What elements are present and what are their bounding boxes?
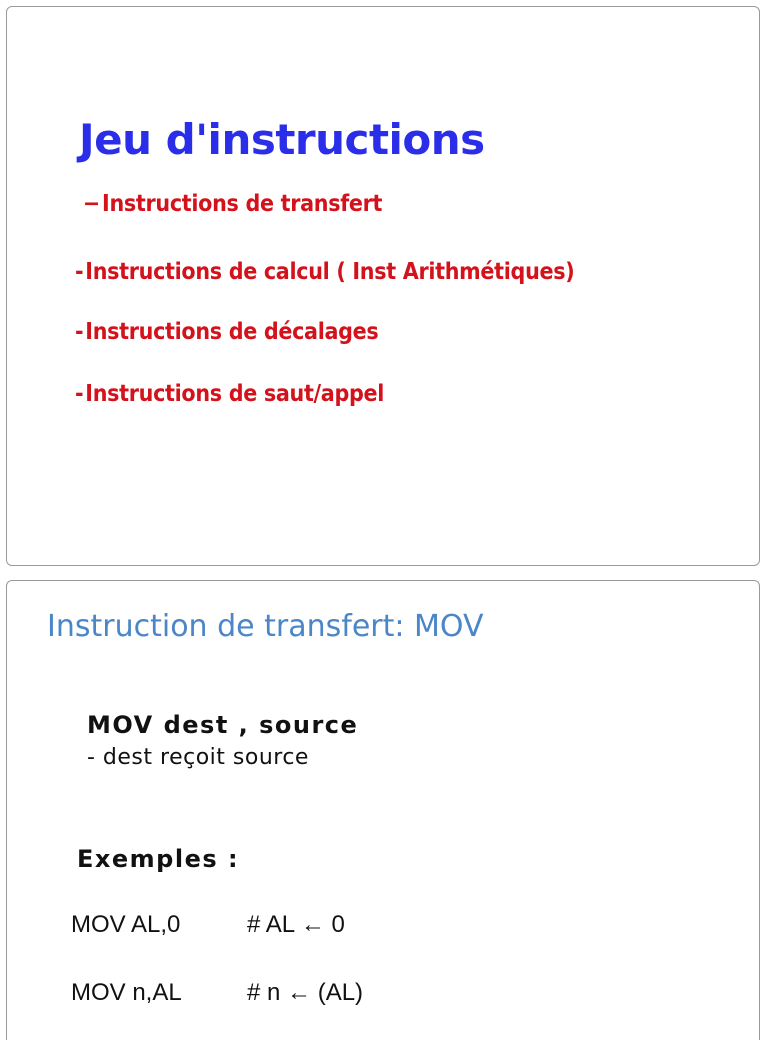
bullet-text: Instructions de calcul ( Inst Arithmétiques) (85, 259, 575, 285)
example-comment: # AL ← 0 (247, 911, 345, 938)
slide-title: Jeu d'instructions (79, 115, 485, 164)
example-comment: # n ← (AL) (247, 979, 364, 1006)
bullet-dash: - (75, 319, 84, 345)
example-code: MOV AL,0 (71, 911, 181, 938)
bullet-dash: − (83, 191, 101, 217)
bullet-instructions-transfert (83, 191, 382, 217)
example-code: MOV n,AL (71, 979, 182, 1006)
examples-heading: Exemples : (77, 845, 240, 873)
bullet-dash: - (75, 381, 84, 407)
bullet-text: Instructions de transfert (102, 191, 383, 217)
example-line (71, 911, 345, 939)
slide-instruction-mov (6, 580, 760, 1040)
bullet-instructions-decalages (75, 319, 378, 345)
bullet-instructions-saut-appel (75, 381, 384, 407)
slide-title: Instruction de transfert: MOV (47, 609, 484, 644)
bullet-text: Instructions de saut/appel (85, 381, 385, 407)
example-line (71, 979, 363, 1007)
bullet-dash: - (75, 259, 84, 285)
mov-syntax: MOV dest , source (87, 711, 359, 739)
mov-description: - dest reçoit source (87, 745, 309, 770)
slide-jeu-instructions (6, 6, 760, 566)
bullet-text: Instructions de décalages (85, 319, 379, 345)
bullet-instructions-calcul (75, 259, 574, 285)
